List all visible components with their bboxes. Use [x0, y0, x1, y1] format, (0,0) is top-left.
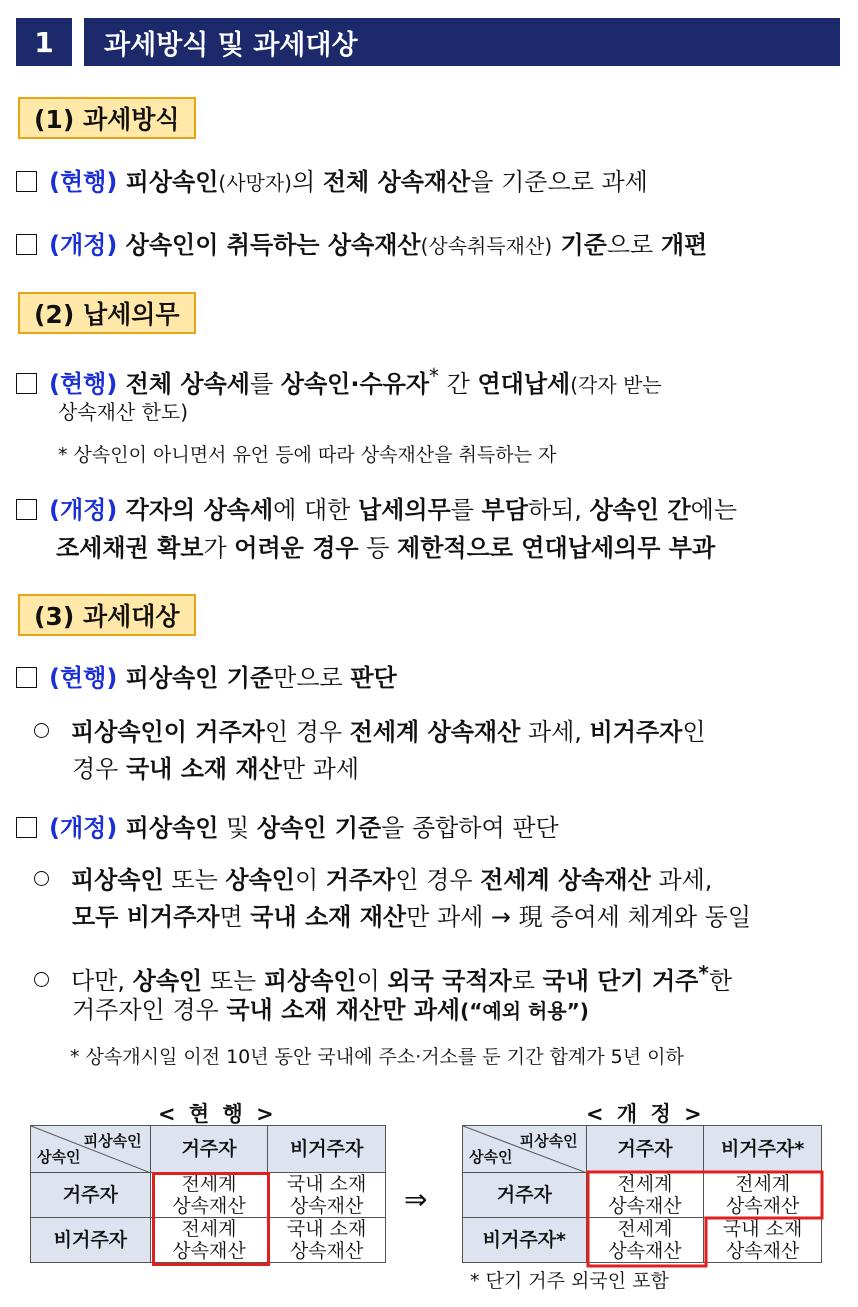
row-header: 거주자: [463, 1173, 587, 1218]
table-cell: 국내 소재 상속재산: [704, 1218, 822, 1263]
table-cell: 전세계 상속재산: [586, 1218, 704, 1263]
list-item-sec1-current: (현행) 피상속인(사망자)의 전체 상속재산을 기준으로 과세: [16, 166, 648, 199]
column-header: 비거주자*: [704, 1126, 822, 1173]
column-header: 비거주자: [268, 1126, 386, 1173]
table-cell: 전세계 상속재산: [704, 1173, 822, 1218]
table-corner-cell: 피상속인 상속인: [463, 1126, 587, 1173]
list-item-sec2-revised: (개정) 각자의 상속세에 대한 납세의무를 부담하되, 상속인 간에는: [16, 494, 737, 526]
bullet-circle-icon: [34, 972, 49, 987]
list-item-sec1-revised: (개정) 상속인이 취득하는 상속재산(상속취득재산) 기준으로 개편: [16, 229, 707, 262]
sub-item-sec3-revised-2-cont: 거주자인 경우 국내 소재 재산만 과세(“예외 허용”): [72, 996, 589, 1024]
checkbox-square-icon: [16, 667, 37, 688]
table-cell: 전세계 상속재산: [586, 1173, 704, 1218]
table-caption-current: < 현 행 >: [158, 1102, 277, 1126]
table-cell: 국내 소재 상속재산: [268, 1218, 386, 1263]
table-cell: 전세계 상속재산: [150, 1218, 268, 1263]
section-heading-taxable-object: (3) 과세대상: [18, 594, 196, 636]
footnote-short-term-residence: * 상속개시일 이전 10년 동안 국내에 주소·거소를 둔 기간 합계가 5년 이하: [70, 1046, 684, 1068]
checkbox-square-icon: [16, 373, 37, 394]
list-item-sec2-current: (현행) 전체 상속세를 상속인·수유자* 간 연대납세(각자 받는: [16, 360, 662, 401]
table-cell: 전세계 상속재산: [150, 1173, 268, 1218]
bullet-circle-icon: [34, 723, 49, 738]
list-item-sec2-revised-cont: 조세채권 확보가 어려운 경우 등 제한적으로 연대납세의무 부과: [56, 534, 716, 562]
bullet-circle-icon: [34, 871, 49, 886]
sub-item-sec3-current: 피상속인이 거주자인 경우 전세계 상속재산 과세, 비거주자인: [34, 716, 706, 748]
footnote-bequest-recipient: * 상속인이 아니면서 유언 등에 따라 상속재산을 취득하는 자: [58, 444, 557, 466]
highlight-box-current: [152, 1172, 270, 1266]
table-cell: 국내 소재 상속재산: [268, 1173, 386, 1218]
page-title: 과세방식 및 과세대상: [84, 18, 840, 66]
row-header: 비거주자: [31, 1218, 151, 1263]
sub-item-sec3-revised-2: 다만, 상속인 또는 피상속인이 외국 국적자로 국내 단기 거주*한: [34, 957, 732, 997]
section-heading-tax-liability: (2) 납세의무: [18, 292, 196, 334]
highlight-outline-revised: [586, 1170, 826, 1268]
section-heading-taxation-method: (1) 과세방식: [18, 97, 196, 139]
list-item-sec3-revised: (개정) 피상속인 및 상속인 기준을 종합하여 판단: [16, 812, 559, 844]
table-caption-revised: < 개 정 >: [586, 1102, 705, 1126]
table-corner-cell: 피상속인 상속인: [31, 1126, 151, 1173]
arrow-right-icon: ⇒: [404, 1183, 428, 1216]
column-header: 거주자: [150, 1126, 268, 1173]
section-number: 1: [16, 18, 72, 66]
list-item-sec3-current: (현행) 피상속인 기준만으로 판단: [16, 662, 397, 694]
sub-item-sec3-current-cont: 경우 국내 소재 재산만 과세: [72, 755, 360, 783]
column-header: 거주자: [586, 1126, 704, 1173]
row-header: 거주자: [31, 1173, 151, 1218]
sub-item-sec3-revised-1-cont: 모두 비거주자면 국내 소재 재산만 과세 → 現 증여세 체계와 동일: [72, 903, 752, 931]
checkbox-square-icon: [16, 499, 37, 520]
row-header: 비거주자*: [463, 1218, 587, 1263]
checkbox-square-icon: [16, 234, 37, 255]
sub-item-sec3-revised-1: 피상속인 또는 상속인이 거주자인 경우 전세계 상속재산 과세,: [34, 864, 712, 896]
checkbox-square-icon: [16, 171, 37, 192]
list-item-sec2-current-cont: 상속재산 한도): [58, 400, 189, 424]
checkbox-square-icon: [16, 817, 37, 838]
footnote-foreigner: * 단기 거주 외국인 포함: [470, 1270, 669, 1292]
